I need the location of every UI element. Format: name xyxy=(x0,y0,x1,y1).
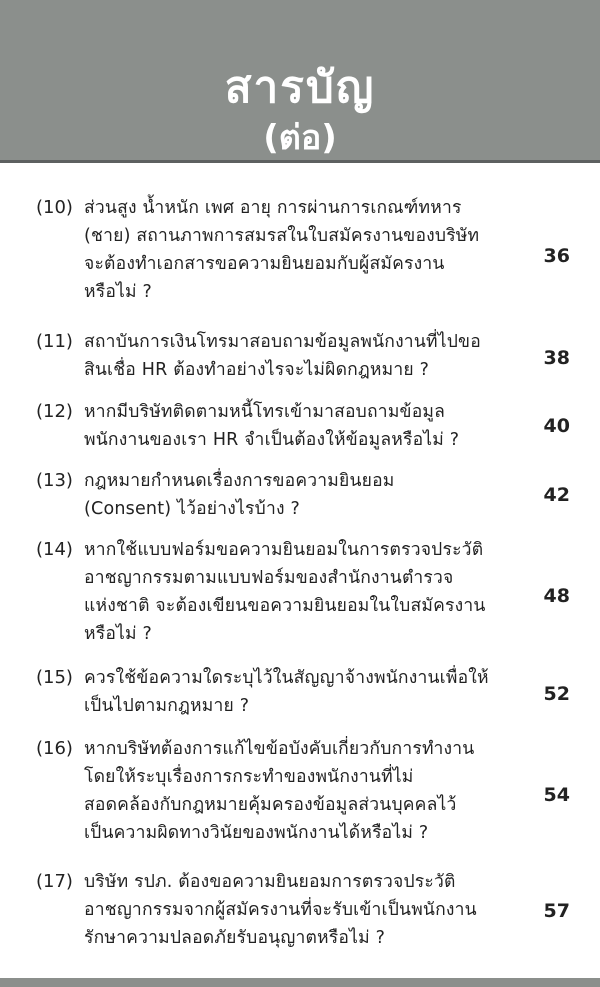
entry-number: (12) xyxy=(36,401,73,422)
entry-text-line: โดยให้ระบุเรื่องการกระทำของพนักงานที่ไม่ xyxy=(84,767,414,787)
entry-text-line: ส่วนสูง น้ำหนัก เพศ อายุ การผ่านการเกณฑ์ทหาร xyxy=(84,198,462,218)
entry-text-line: ควรใช้ข้อความใดระบุไว้ในสัญญาจ้างพนักงานเพื่อให้ xyxy=(84,668,489,688)
entry-text-line: อาชญากรรมตามแบบฟอร์มของสำนักงานตำรวจ xyxy=(84,568,454,588)
entry-text-line: หรือไม่ ? xyxy=(84,624,153,644)
entry-text-line: อาชญากรรมจากผู้สมัครงานที่จะรับเข้าเป็นพนักงาน xyxy=(84,900,477,920)
entry-number: (15) xyxy=(36,667,73,688)
entry-text-line: สินเชื่อ HR ต้องทำอย่างไรจะไม่ผิดกฎหมาย ? xyxy=(84,360,430,380)
entry-text-line: หากใช้แบบฟอร์มขอความยินยอมในการตรวจประวัติ xyxy=(84,540,484,560)
page-number: 42 xyxy=(543,484,570,506)
entry-text-line: กฎหมายกำหนดเรื่องการขอความยินยอม xyxy=(84,471,395,491)
entry-text-line: หากบริษัทต้องการแก้ไขข้อบังคับเกี่ยวกับการทำงาน xyxy=(84,739,475,759)
entry-text-line: (Consent) ไว้อย่างไรบ้าง ? xyxy=(84,499,300,519)
header-band xyxy=(0,0,600,160)
page-number: 54 xyxy=(543,784,570,806)
header-divider xyxy=(0,160,600,163)
entry-text-line: สอดคล้องกับกฎหมายคุ้มครองข้อมูลส่วนบุคคลไว้ xyxy=(84,795,457,815)
page-subtitle: (ต่อ) xyxy=(263,118,337,158)
entry-text-line: หากมีบริษัทติดตามหนี้โทรเข้ามาสอบถามข้อมูล xyxy=(84,402,446,422)
entry-text-line: จะต้องทำเอกสารขอความยินยอมกับผู้สมัครงาน xyxy=(84,254,445,274)
page-title: สารบัญ xyxy=(224,62,376,113)
entry-number: (16) xyxy=(36,738,73,759)
page-number: 48 xyxy=(543,585,570,607)
page-number: 57 xyxy=(543,900,570,922)
entry-text-line: รักษาความปลอดภัยรับอนุญาตหรือไม่ ? xyxy=(84,928,386,948)
entry-text-line: บริษัท รปภ. ต้องขอความยินยอมการตรวจประวัติ xyxy=(84,872,456,892)
entry-number: (11) xyxy=(36,331,73,352)
entry-text-line: แห่งชาติ จะต้องเขียนขอความยินยอมในใบสมัครงาน xyxy=(84,596,486,616)
entry-text-line: หรือไม่ ? xyxy=(84,282,153,302)
entry-text-line: สถาบันการเงินโทรมาสอบถามข้อมูลพนักงานที่ไปขอ xyxy=(84,332,481,352)
entry-number: (17) xyxy=(36,871,73,892)
page-number: 36 xyxy=(543,245,570,267)
page-number: 40 xyxy=(543,415,570,437)
entry-text-line: เป็นไปตามกฎหมาย ? xyxy=(84,696,250,716)
entry-number: (14) xyxy=(36,539,73,560)
entry-number: (13) xyxy=(36,470,73,491)
entry-text-line: (ชาย) สถานภาพการสมรสในใบสมัครงานของบริษัท xyxy=(84,226,480,246)
entry-number: (10) xyxy=(36,197,73,218)
footer-band xyxy=(0,978,600,987)
entry-text-line: เป็นความผิดทางวินัยของพนักงานได้หรือไม่ ? xyxy=(84,823,429,843)
entry-text-line: พนักงานของเรา HR จำเป็นต้องให้ข้อมูลหรือไม่ ? xyxy=(84,430,460,450)
page-number: 38 xyxy=(543,347,570,369)
page-number: 52 xyxy=(543,683,570,705)
